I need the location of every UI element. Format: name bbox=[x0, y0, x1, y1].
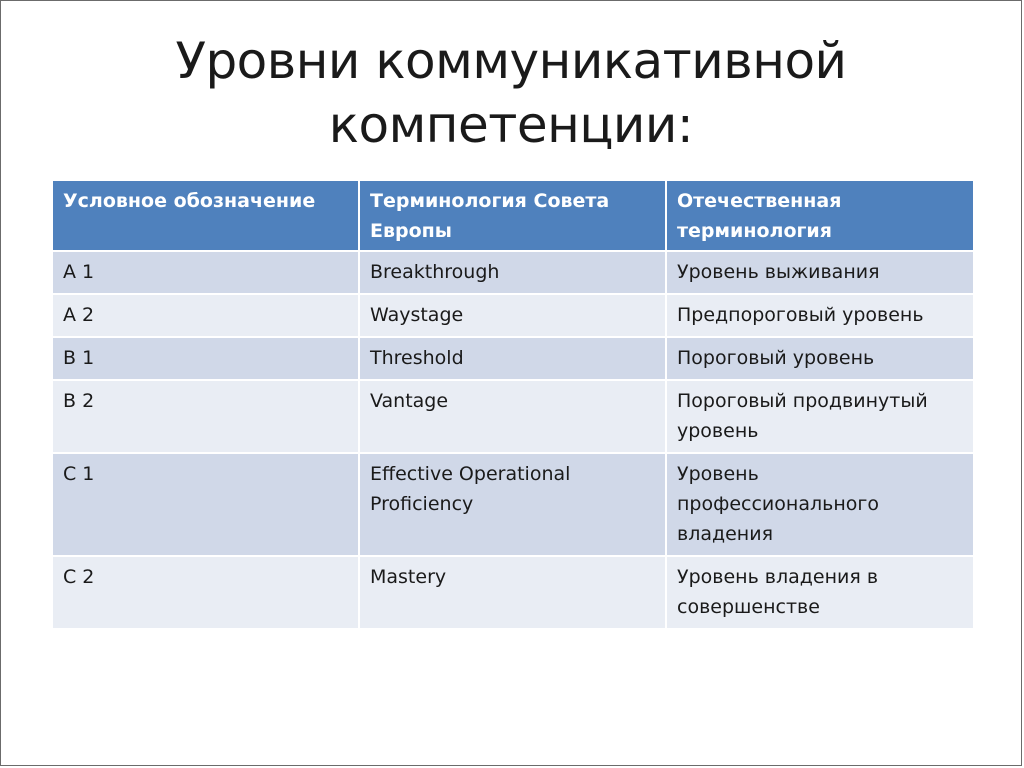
slide-title bbox=[1, 29, 1021, 157]
cell-council-term: Threshold bbox=[359, 337, 666, 380]
cell-council-term: Breakthrough bbox=[359, 251, 666, 294]
cell-domestic-term: Пороговый уровень bbox=[666, 337, 973, 380]
cell-council-term: Waystage bbox=[359, 294, 666, 337]
table-row bbox=[53, 556, 973, 629]
title-line-1: Уровни коммуникативной bbox=[175, 32, 847, 90]
cell-designation: А 2 bbox=[53, 294, 359, 337]
cell-council-term: Effective Operational Proficiency bbox=[359, 453, 666, 556]
cell-designation: В 2 bbox=[53, 380, 359, 453]
table-row bbox=[53, 380, 973, 453]
cell-domestic-term: Пороговый продвинутый уровень bbox=[666, 380, 973, 453]
table-container bbox=[53, 181, 973, 630]
cell-domestic-term: Предпороговый уровень bbox=[666, 294, 973, 337]
cell-council-term: Vantage bbox=[359, 380, 666, 453]
header-council-of-europe: Терминология Совета Европы bbox=[359, 181, 666, 251]
cell-domestic-term: Уровень выживания bbox=[666, 251, 973, 294]
cell-designation: А 1 bbox=[53, 251, 359, 294]
cell-designation: С 2 bbox=[53, 556, 359, 629]
cell-designation: С 1 bbox=[53, 453, 359, 556]
cell-domestic-term: Уровень профессионального владения bbox=[666, 453, 973, 556]
header-designation: Условное обозначение bbox=[53, 181, 359, 251]
table-row bbox=[53, 453, 973, 556]
competence-levels-table bbox=[53, 181, 973, 630]
table-row bbox=[53, 294, 973, 337]
table-header-row bbox=[53, 181, 973, 251]
table-row bbox=[53, 337, 973, 380]
cell-domestic-term: Уровень владения в совершенстве bbox=[666, 556, 973, 629]
header-domestic: Отечественная терминология bbox=[666, 181, 973, 251]
cell-council-term: Mastery bbox=[359, 556, 666, 629]
title-line-2: компетенции: bbox=[328, 96, 694, 154]
cell-designation: В 1 bbox=[53, 337, 359, 380]
table-row bbox=[53, 251, 973, 294]
